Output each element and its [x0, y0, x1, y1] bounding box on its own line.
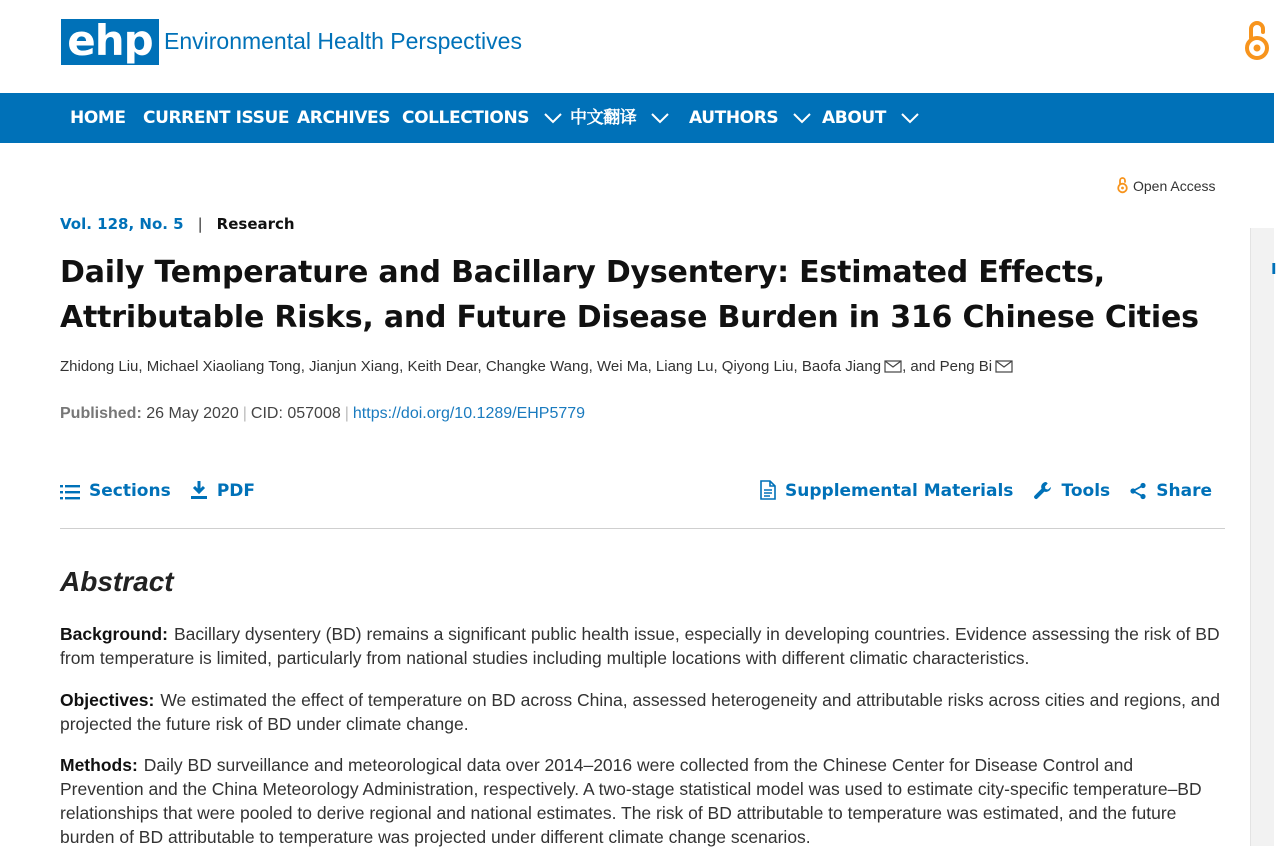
download-icon — [190, 480, 208, 500]
volume-link[interactable]: Vol. 128, No. 5 — [60, 215, 184, 233]
chevron-down-icon — [650, 112, 670, 124]
nav-authors-label: AUTHORS — [689, 108, 779, 128]
objectives-label: Objectives: — [60, 690, 155, 710]
share-button[interactable] — [1129, 481, 1212, 501]
issue-meta — [60, 215, 295, 233]
tools-label: Tools — [1061, 481, 1111, 501]
chevron-down-icon — [792, 112, 812, 124]
abstract-methods — [60, 753, 1220, 849]
cid: CID: 057008 — [250, 405, 341, 422]
doi-link[interactable]: https://doi.org/10.1289/EHP5779 — [352, 405, 586, 422]
right-rail — [1250, 228, 1277, 846]
nav-about-label: ABOUT — [822, 108, 886, 128]
abstract-background — [60, 622, 1220, 670]
article-type: Research — [216, 215, 295, 233]
pdf-button[interactable] — [190, 480, 255, 501]
share-icon — [1129, 482, 1147, 500]
nav-home-label: HOME — [70, 108, 126, 128]
open-access-label: Open Access — [1133, 178, 1216, 194]
article-toolbar-right — [760, 480, 1212, 508]
nav-archives[interactable] — [297, 93, 390, 143]
background-label: Background: — [60, 624, 168, 644]
share-label: Share — [1156, 480, 1212, 501]
mail-icon[interactable] — [995, 360, 1013, 373]
open-access-icon — [1240, 18, 1274, 62]
authors-text[interactable]: Zhidong Liu, Michael Xiaoliang Tong, Jianjun Xiang, Keith Dear, Changke Wang, Wei Ma, Liang Lu, Qiyong Liu, Baofa Jiang — [60, 358, 882, 375]
ehp-logo[interactable]: ehp — [61, 19, 159, 65]
nav-authors[interactable] — [689, 93, 812, 143]
nav-chinese-translation-label: 中文翻译 — [570, 108, 637, 128]
site-header — [0, 0, 1274, 93]
pipe-divider: | — [242, 405, 247, 422]
background-text: Bacillary dysentery (BD) remains a significant public health issue, especially in developing countries. Evidence assessing the risk of BD from temperature is limited, particularly from national studies including multiple locations with different climatic characteristics. — [60, 624, 1220, 668]
chevron-down-icon — [900, 112, 920, 124]
nav-current-issue[interactable] — [143, 93, 289, 143]
wrench-icon — [1033, 480, 1053, 500]
document-icon — [760, 480, 776, 500]
nav-collections[interactable] — [402, 93, 563, 143]
rail-marker[interactable]: I — [1271, 260, 1277, 278]
article-title: Daily Temperature and Bacillary Dysentery: Estimated Effects, Attributable Risks, and Future Disease Burden in 316 Chinese Cities — [60, 255, 1199, 335]
mail-icon[interactable] — [884, 360, 902, 373]
authors-text-last[interactable]: , and Peng Bi — [902, 358, 993, 375]
list-icon — [60, 484, 80, 500]
nav-archives-label: ARCHIVES — [297, 108, 391, 128]
sections-button[interactable] — [60, 481, 171, 501]
pipe-divider: | — [344, 405, 349, 422]
nav-about[interactable] — [822, 93, 920, 143]
meta-separator: | — [197, 215, 203, 233]
nav-collections-label: COLLECTIONS — [402, 108, 530, 128]
publication-info — [60, 405, 585, 423]
published-label: Published: — [60, 405, 142, 422]
abstract-objectives — [60, 688, 1220, 736]
nav-home[interactable] — [70, 93, 126, 143]
divider — [60, 528, 1225, 529]
author-list — [60, 358, 1013, 375]
main-nav — [0, 93, 1274, 143]
objectives-text: We estimated the effect of temperature on BD across China, assessed heterogeneity and attributable risks across cities and regions, and projected the future risk of BD under climate change. — [60, 690, 1221, 734]
supplemental-label: Supplemental Materials — [785, 481, 1014, 501]
nav-current-issue-label: CURRENT ISSUE — [143, 108, 290, 128]
open-access-badge — [1116, 176, 1216, 194]
methods-text: Daily BD surveillance and meteorological data over 2014–2016 were collected from the Chinese Center for Disease Control and Prevention and the China Meteorology Administration, respectively. A two-stage statistical model was used to estimate city-specific temperature–BD relationships that were pooled to derive regional and national estimates. The risk of BD attributable to temperature was estimated, and the future burden of BD attributable to temperature was projected under different climate change scenarios. — [60, 755, 1202, 847]
nav-chinese-translation[interactable] — [570, 93, 670, 143]
sections-label: Sections — [89, 480, 171, 501]
open-access-icon — [1116, 176, 1129, 194]
pdf-label: PDF — [216, 481, 255, 501]
supplemental-materials-button[interactable] — [760, 480, 1013, 501]
methods-label: Methods: — [60, 755, 138, 775]
article-toolbar-left — [60, 480, 255, 508]
abstract-heading: Abstract — [60, 566, 174, 597]
tools-button[interactable] — [1033, 480, 1111, 501]
journal-name[interactable]: Environmental Health Perspectives — [164, 28, 522, 54]
chevron-down-icon — [543, 112, 563, 124]
published-date: 26 May 2020 — [146, 405, 239, 422]
